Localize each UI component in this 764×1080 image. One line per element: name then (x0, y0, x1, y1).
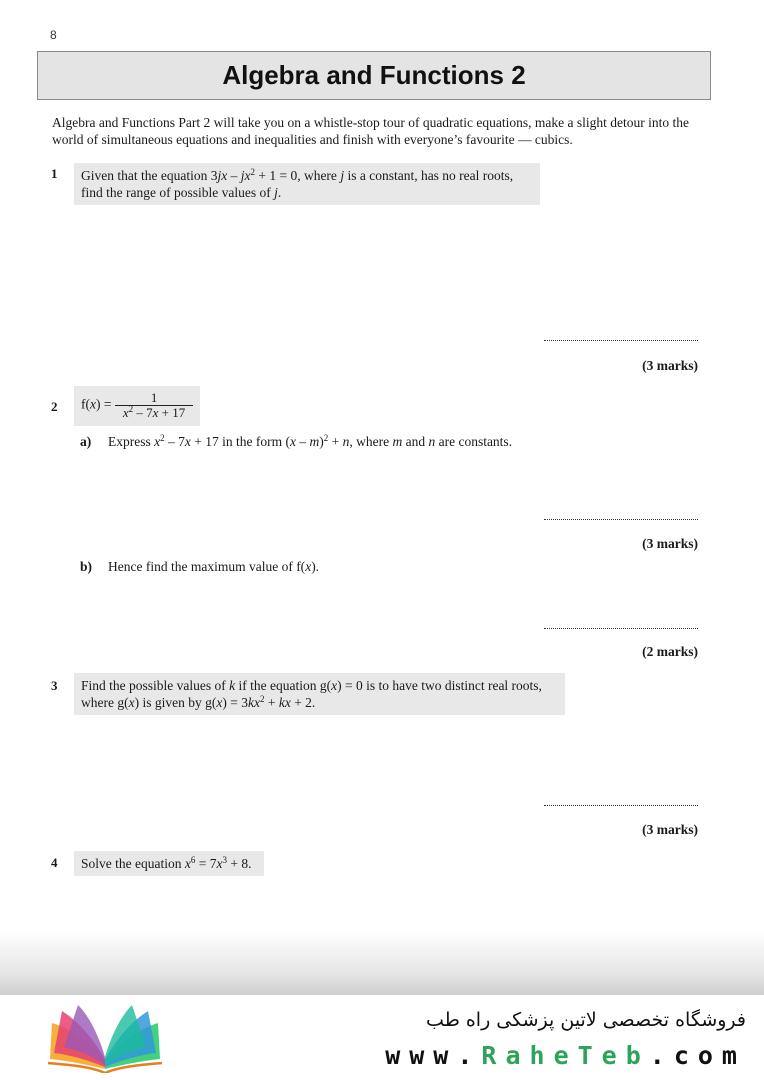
q2a-text: Express (108, 434, 155, 449)
url-suffix: .com (649, 1041, 746, 1070)
answer-line (544, 519, 698, 520)
q1-var: jx (217, 168, 228, 183)
q2-fraction (119, 391, 189, 420)
question-4-number: 4 (51, 855, 58, 870)
den-text: – 7 (133, 405, 153, 420)
question-2b (80, 558, 319, 575)
q2a-exp: 2 (160, 433, 165, 443)
q2a-text: – 7 (164, 434, 185, 449)
question-2-box (74, 386, 200, 426)
q3-text: if the equation g( (235, 678, 332, 693)
q3-marks: (3 marks) (642, 822, 698, 837)
q2a-var: n (428, 434, 436, 449)
q2b-var: x (305, 559, 312, 574)
website-url[interactable] (385, 1041, 746, 1070)
intro-paragraph: Algebra and Functions Part 2 will take you on a whistle-stop tour of quadratic equations, make a slight detour into the world of simultaneous equations and inequalities and finish with everyone’s favourite — cubics. (52, 115, 689, 147)
den-var: x (152, 405, 159, 420)
question-2-number: 2 (51, 399, 58, 414)
q3-var: k (229, 678, 236, 693)
q2a-marks: (3 marks) (642, 536, 698, 551)
q2-function-label: f( (81, 396, 90, 412)
question-1-number: 1 (51, 166, 58, 181)
q2a-var: m (392, 434, 403, 449)
question-1-box (74, 163, 540, 205)
shop-name: فروشگاه تخصصی لاتین پزشکی راه طب (426, 1009, 746, 1031)
q3-text: + (264, 695, 279, 710)
q2a-var: n (342, 434, 350, 449)
q1-text: – (227, 168, 241, 183)
q2a-text: + 17 in the form ( (190, 434, 290, 449)
q3-var: kx (247, 695, 260, 710)
q2a-var: x (184, 434, 191, 449)
q2a-text: and (402, 434, 429, 449)
q2a-text: ) (319, 434, 324, 449)
q3-var: x (216, 695, 223, 710)
url-prefix: www. (385, 1041, 482, 1070)
q3-text: Find the possible values of (81, 678, 230, 693)
q1-text: find the range of possible values of (81, 185, 275, 200)
q2a-exp: 2 (323, 433, 329, 443)
q2a-text: are constants. (435, 434, 513, 449)
q3-text: where g( (81, 695, 129, 710)
part-label: b) (80, 559, 93, 574)
q3-text: + 2. (290, 695, 316, 710)
question-2a (80, 433, 512, 450)
den-exp: 2 (128, 404, 134, 414)
q3-var: kx (278, 695, 291, 710)
q1-text: Given that the equation 3 (81, 168, 218, 183)
q4-exp: 6 (190, 855, 196, 865)
q1-text: is a constant, has no real roots, (344, 168, 514, 183)
q2a-text: + (328, 434, 343, 449)
q1-marks: (3 marks) (642, 358, 698, 373)
part-label: a) (80, 434, 92, 449)
q3-text: ) = 0 is to have two distinct real roots, (337, 678, 542, 693)
q2a-text: , where (349, 434, 393, 449)
title-banner (37, 51, 711, 100)
answer-line (544, 805, 698, 806)
q2a-var: x (154, 434, 161, 449)
q1-text: + 1 = 0, where (254, 168, 341, 183)
q1-var: j (274, 185, 278, 200)
q2-var: x (90, 396, 96, 412)
q2a-var: x (289, 434, 296, 449)
question-3-box (74, 673, 565, 715)
fraction-denominator (119, 406, 189, 420)
den-var: x (122, 405, 129, 420)
q4-var: x (184, 856, 191, 871)
q3-var: x (331, 678, 338, 693)
answer-line (544, 628, 698, 629)
q2a-var: m (309, 434, 320, 449)
q3-text: ) = 3 (222, 695, 248, 710)
q3-var: x (128, 695, 135, 710)
page-title: Algebra and Functions 2 (222, 60, 526, 90)
q4-text: Solve the equation (81, 856, 185, 871)
q2b-text: Hence find the maximum value of f( (108, 559, 306, 574)
q4-text: = 7 (195, 856, 217, 871)
q2-function-label: ) = (96, 396, 112, 412)
q4-var: x (216, 856, 223, 871)
q1-var: jx (240, 168, 251, 183)
q4-exp: 3 (222, 855, 227, 865)
q2b-text: ). (311, 559, 320, 574)
q3-text: ) is given by g( (134, 695, 217, 710)
q4-text: + 8. (226, 856, 252, 871)
footer-banner (0, 995, 764, 1080)
q1-exponent: 2 (250, 167, 255, 177)
open-book-logo-icon (42, 1003, 168, 1073)
question-3-number: 3 (51, 678, 58, 693)
q3-exp: 2 (259, 694, 265, 704)
question-4-box (74, 851, 264, 876)
den-text: + 17 (158, 405, 186, 420)
q1-text: . (277, 185, 282, 200)
q2a-text: – (295, 434, 310, 449)
url-brand: RaheTeb (481, 1041, 650, 1070)
fraction-numerator: 1 (115, 391, 193, 406)
answer-line (544, 340, 698, 341)
footer-shadow (0, 930, 764, 995)
page-number: 8 (50, 28, 57, 42)
q1-var: j (340, 168, 345, 183)
q2b-marks: (2 marks) (642, 644, 698, 659)
